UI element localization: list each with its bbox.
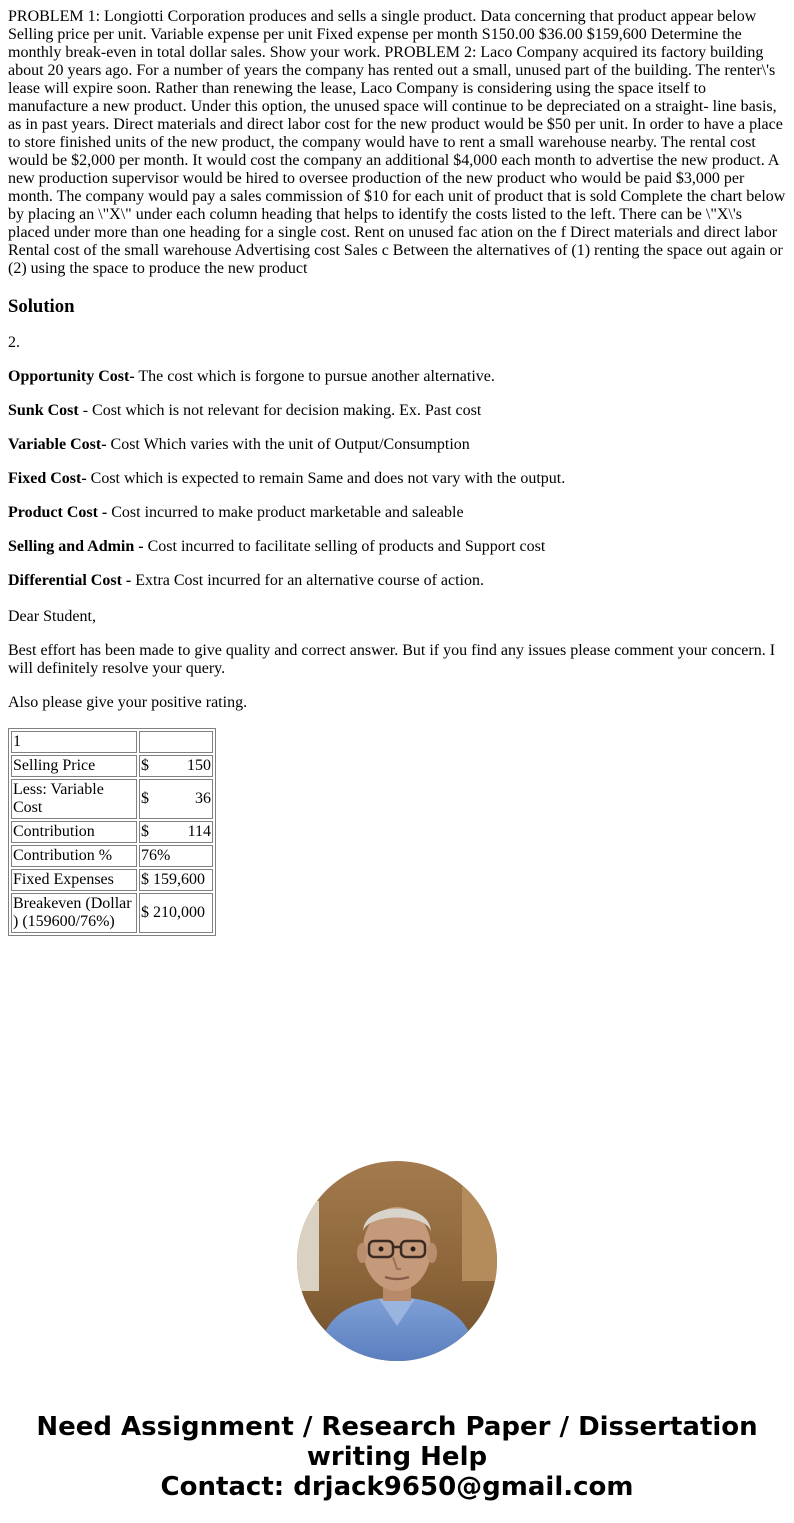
closing-note: Best effort has been made to give quality and correct answer. But if you find any issues please comment your concern. I will definitely resolve your query.: [8, 642, 776, 677]
document-page: [0, 8, 794, 936]
table-header-cell-empty: [139, 731, 213, 753]
breakeven-table: [8, 728, 216, 936]
row-value: $ 150: [139, 755, 213, 777]
row-value: $ 210,000: [139, 893, 213, 933]
definition-sunk-cost: Sunk Cost - Cost which is not relevant for decision making. Ex. Past cost: [8, 402, 482, 419]
promo-line-1: Need Assignment / Research Paper / Dissertation: [36, 1412, 758, 1442]
promo-line-2: writing Help: [306, 1442, 488, 1472]
solution-heading: Solution: [8, 296, 75, 317]
rating-request: Also please give your positive rating.: [8, 694, 248, 711]
definition-variable-cost: Variable Cost- Cost Which varies with the unit of Output/Consumption: [8, 436, 470, 453]
definition-opportunity-cost: Opportunity Cost- The cost which is forgone to pursue another alternative.: [8, 368, 495, 385]
row-label: Selling Price: [11, 755, 137, 777]
promo-contact: Contact: drjack9650@gmail.com: [160, 1472, 634, 1502]
definition-product-cost: Product Cost - Cost incurred to make product marketable and saleable: [8, 504, 464, 521]
row-label: Contribution %: [11, 845, 137, 867]
table-row: [11, 731, 213, 753]
table-row: [11, 821, 213, 843]
table-row: [11, 893, 213, 933]
definition-fixed-cost: Fixed Cost- Cost which is expected to remain Same and does not vary with the output.: [8, 470, 566, 487]
row-label: Breakeven (Dollar ) (159600/76%): [11, 893, 137, 933]
table-row: [11, 779, 213, 819]
row-value: 76%: [139, 845, 213, 867]
greeting: Dear Student,: [8, 608, 96, 625]
problem-statement: PROBLEM 1: Longiotti Corporation produces and sells a single product. Data concerning that product appear below Selling price per unit. Variable expense per unit Fixed expense per month S150.00 $36.00 $159,600 Determine the monthly break-even in total dollar sales. Show your work. PROBLEM 2: Laco Company acquired its factory building about 20 years ago. For a number of years the company has rented out a small, unused part of the building. The renter\'s lease will expire soon. Rather than renewing the lease, Laco Company is considering using the space itself to manufacture a new product. Under this option, the unused space will continue to be depreciated on a straight- line basis, as in past years. Direct materials and direct labor cost for the new product would be $50 per unit. In order to have a place to store finished units of the new product, the company would have to rent a small warehouse nearby. The rental cost would be $2,000 per month. It would cost the company an additional $4,000 each month to advertise the new product. A new production supervisor would be hired to oversee production of the new product who would be paid $3,000 per month. The company would pay a sales commission of $10 for each unit of product that is sold Complete the chart below by placing an \"X\" under each column heading that helps to identify the costs listed to the left. There can be \"X\'s placed under more than one heading for a single cost. Rent on unused fac ation on the f Direct materials and direct labor Rental cost of the small warehouse Advertising cost Sales c Between the alternatives of (1) renting the space out again or (2) using the space to produce the new product: [8, 8, 786, 277]
row-value: $ 36: [139, 779, 213, 819]
row-label: Fixed Expenses: [11, 869, 137, 891]
table-header-cell: 1: [11, 731, 137, 753]
definition-selling-admin: Selling and Admin - Cost incurred to facilitate selling of products and Support cost: [8, 538, 546, 555]
table-row: [11, 755, 213, 777]
promo-banner: [0, 1412, 794, 1502]
row-value: $ 114: [139, 821, 213, 843]
author-avatar: [297, 1161, 497, 1361]
table-row: [11, 845, 213, 867]
row-label: Less: Variable Cost: [11, 779, 137, 819]
row-value: $ 159,600: [139, 869, 213, 891]
definition-differential-cost: Differential Cost - Extra Cost incurred for an alternative course of action.: [8, 572, 484, 589]
avatar-photo-icon: [297, 1161, 497, 1361]
table-row: [11, 869, 213, 891]
answer-number: 2.: [8, 334, 20, 351]
row-label: Contribution: [11, 821, 137, 843]
